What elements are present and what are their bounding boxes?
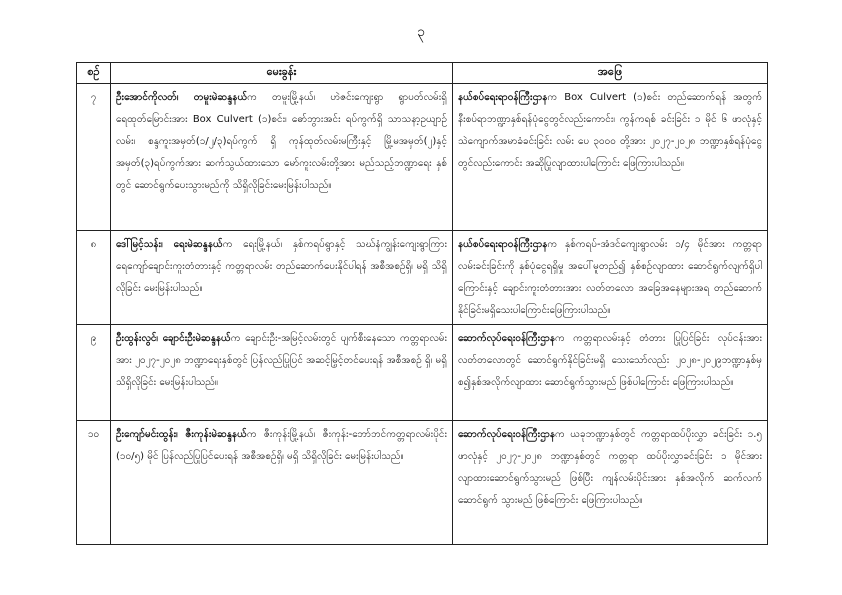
- table-row: [77, 325, 768, 421]
- header-question: မေးခွန်း: [111, 63, 453, 84]
- questioner-name: ဦးကျော်မင်းထွန်း၊ ဇီးကုန်းမဲဆန္ဒနယ်: [116, 429, 247, 440]
- row-number: ၇: [77, 84, 111, 231]
- answer-cell: [453, 325, 768, 421]
- table-header-row: [77, 63, 768, 84]
- question-text: က ချောင်းဦး-အမြင့်လမ်းတွင် ပျက်စီးနေသော ကတ္တရာလမ်းအား ၂၀၂၇-၂၀၂၈ ဘဏ္ဍာရေးနှစ်တွင် ပြန်လည်ပြုပြင် အဆင့်မြှင့်တင်ပေးရန် အစီအစဉ် ရှိ၊ မရှိ သိရှိလိုခြင်း မေးမြန်းပါသည်။: [116, 333, 447, 388]
- row-number: ၈: [77, 231, 111, 325]
- answer-cell: [453, 421, 768, 545]
- ministry-name: နယ်စပ်ရေးရာဝန်ကြီးဌာန: [458, 239, 548, 250]
- questioner-name: ဦးထွန်းလွင်၊ ချောင်းဦးမဲဆန္ဒနယ်: [116, 333, 231, 344]
- answer-text: က နှစ်ကရပ်-အံဒင်ကျေးရွာလမ်း ၁/၄ မိုင်အား ကတ္တရာလမ်းခင်းခြင်းကို နှစ်ပုံငွေရရှိမှု အပေါ်မူတည်၍ နှစ်စဉ်လျာထား ဆောင်ရွက်လျက်ရှိပါကြောင်းနှင့် ချောင်းကူးတံတားအား လတ်တလော အခြေအနေများအရ တည်ဆောက်နိုင်ခြင်းမရှိသေးပါကြောင်းဖြေကြားပါသည်။: [458, 239, 762, 316]
- answer-cell: [453, 84, 768, 231]
- questioner-name: ဒေါ်မြင့်သန်း၊ ရေးမဲဆန္ဒနယ်: [116, 239, 223, 250]
- header-number: စဉ်: [77, 63, 111, 84]
- questioner-name: ဦးအောင်ကိုလတ်၊ တမူးမဲဆန္ဒနယ်: [116, 92, 248, 103]
- answer-text: က ယခုဘဏ္ဍာနှစ်တွင် ကတ္တရာထပ်ပိုးလွှာ ခင်းခြင်း ၁.၅ ဖာလုံနှင့် ၂၀၂၇-၂၀၂၈ ဘဏ္ဍာနှစ်တွင် ကတ္တရာ ထပ်ပိုးလွှာခင်းခြင်း ၁ မိုင်အား လျာထားဆောင်ရွက်သွားမည် ဖြစ်ပြီး ကျန်လမ်းပိုင်းအား နှစ်အလိုက် ဆက်လက်ဆောင်ရွက် သွားမည် ဖြစ်ကြောင်း ဖြေကြားပါသည်။: [458, 429, 762, 506]
- table-row: [77, 84, 768, 231]
- answer-text: က ကတ္တရာလမ်းနှင့် တံတား ပြုပြင်ခြင်း လုပ်ငန်းအား လတ်တလောတွင် ဆောင်ရွက်နိုင်ခြင်းမရှိ သေးသော်လည်း ၂၀၂၈-၂၀၂၉ဘဏ္ဍာနှစ်မှစ၍နှစ်အလိုက်လျာထား ဆောင်ရွက်သွားမည် ဖြစ်ပါကြောင်း ဖြေကြားပါသည်။: [458, 333, 762, 388]
- answer-text: က Box Culvert (၁)စင်း တည်ဆောက်ရန် အတွက် နီးစပ်ရာဘဏ္ဍာနှစ်ရန်ပုံငွေတွင်လည်းကောင်း၊ ကွန်ကရစ် ခင်းခြင်း ၁ မိုင် ၆ ဖာလုံနှင့် သဲကျောက်အမာခံခင်းခြင်း လမ်း ပေ ၃၀၀၀ တို့အား ၂၀၂၇-၂၀၂၈ ဘဏ္ဍာနှစ်ရန်ပုံငွေတွင်လည်းကောင်း အဆိုပြုလျာထားပါကြောင်း ဖြေကြားပါသည်။: [458, 92, 762, 169]
- page-number: ၃: [417, 24, 425, 40]
- ministry-name: နယ်စပ်ရေးရာဝန်ကြီးဌာန: [458, 92, 548, 103]
- ministry-name: ဆောက်လုပ်ရေးဝန်ကြီးဌာန: [458, 333, 556, 344]
- question-text: က တမူးမြို့နယ်၊ ဟဲဇင်းကျေးရွာ ရွာပတ်လမ်းရှိ ရေထုတ်မြောင်းအား Box Culvert (၁)စင်း၊ ဓော်ဘွားအင်း ရပ်ကွက်ရှိ သာသနာ့ဥယျာဉ်လမ်း၊ စန္ဒကူးအမှတ်(၁/၂/၃)ရပ်ကွက် ရှိ ကုန်ထုတ်လမ်းမကြီးနှင့် မြို့မအမှတ်(၂)နှင့် အမှတ်(၃)ရပ်ကွက်အား ဆက်သွယ်ထားသော မော်ကူးလမ်းတို့အား မည်သည့်ဘဏ္ဍာရေး နှစ်တွင် ဆောင်ရွက်ပေးသွားမည်ကို သိရှိလိုခြင်းမေးမြန်းပါသည်။: [116, 92, 448, 191]
- table-row: [77, 421, 768, 545]
- row-number: ၉: [77, 325, 111, 421]
- question-cell: [111, 84, 453, 231]
- row-number: ၁၀: [77, 421, 111, 545]
- question-cell: [111, 421, 453, 545]
- header-answer: အဖြေ: [453, 63, 768, 84]
- question-text: က ရေးမြို့နယ်၊ နှစ်ကရပ်ရွာနှင့် သဃ်နံကျွန်းကျေးရွာကြား ရေကျော်ချောင်းကူးတံတားနှင့် ကတ္တရာလမ်း တည်ဆောက်ပေးနိုင်ပါရန် အစီအစဉ်ရှိ၊ မရှိ သိရှိလိုခြင်း မေးမြန်းပါသည်။: [116, 239, 447, 294]
- qa-table: [76, 62, 768, 545]
- ministry-name: ဆောက်လုပ်ရေးဝန်ကြီးဌာန: [458, 429, 556, 440]
- answer-cell: [453, 231, 768, 325]
- question-cell: [111, 325, 453, 421]
- table-row: [77, 231, 768, 325]
- question-cell: [111, 231, 453, 325]
- question-text: က ဇီးကုန်းမြို့နယ်၊ ဇီးကုန်း-ဘော်ဘင်ကတ္တရာလမ်းပိုင်း (၁၀/၅) မိုင် ပြန်လည်ပြုပြင်ပေးရန် အစီအစဉ်ရှိ၊ မရှိ သိရှိလိုခြင်း မေးမြန်းပါသည်။: [116, 429, 447, 462]
